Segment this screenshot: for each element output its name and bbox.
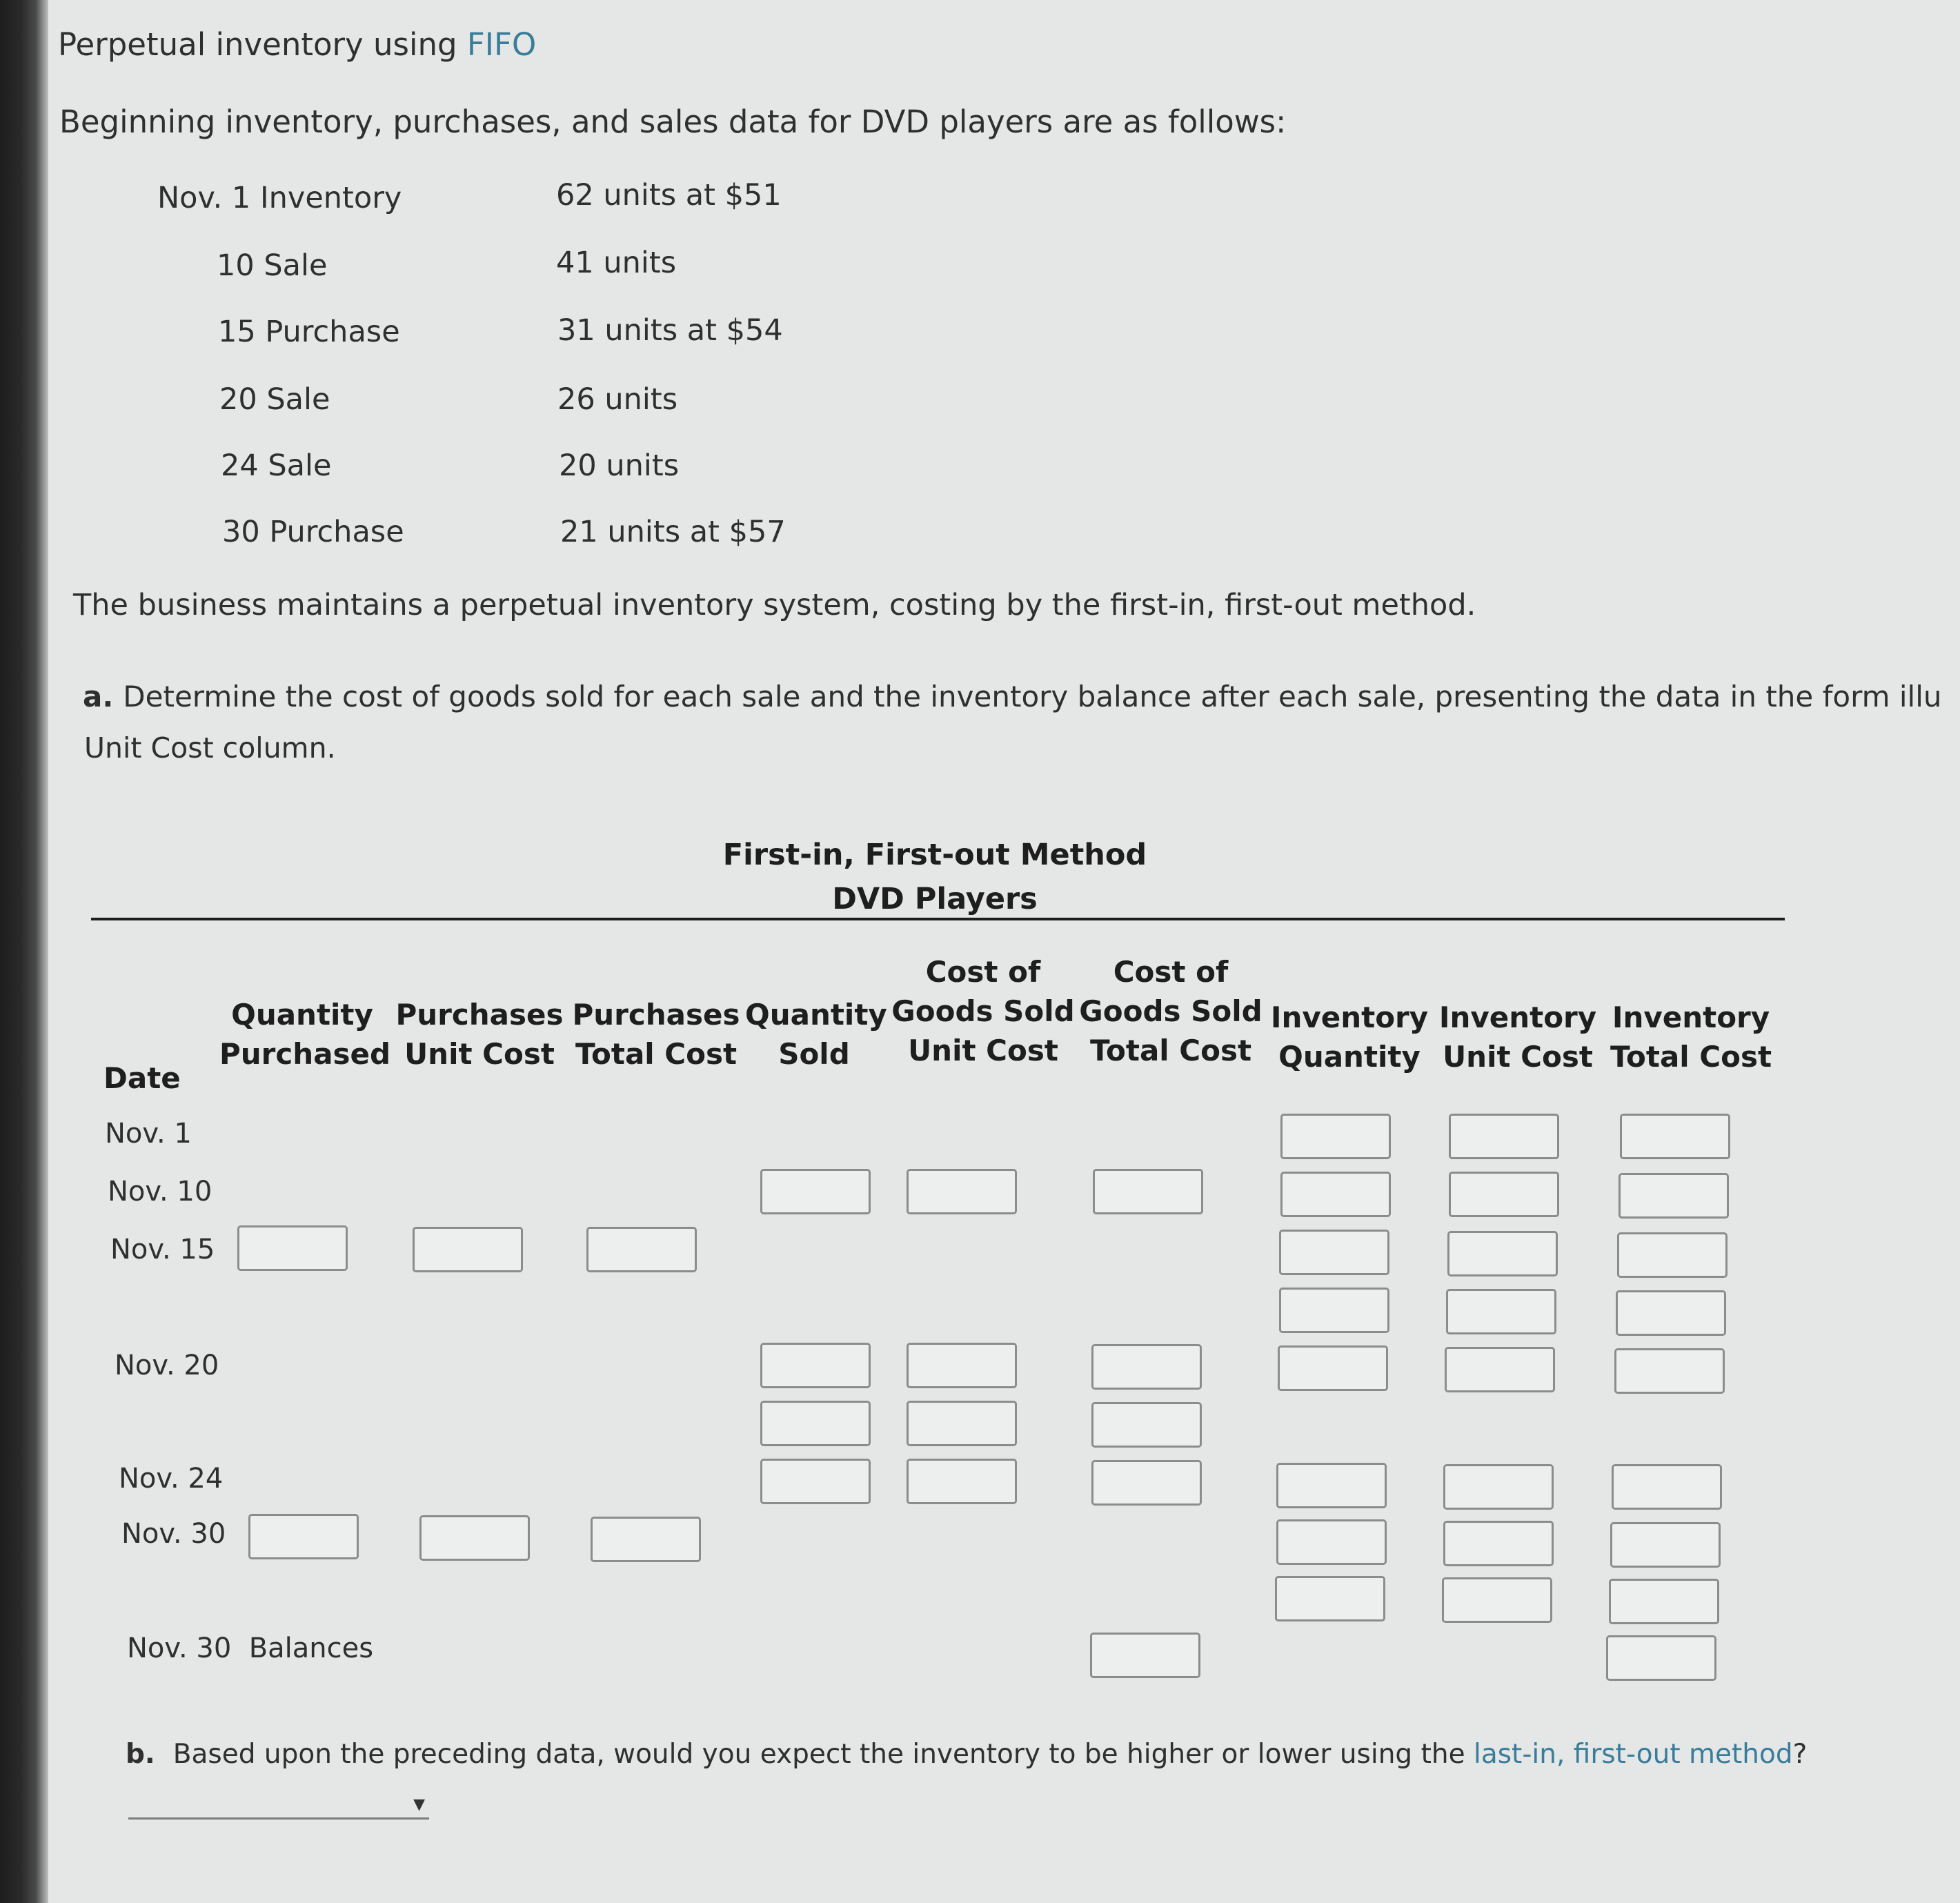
- header-cogs-unit-cost: Cost of Goods Sold Unit Cost: [891, 955, 1075, 1067]
- header-inv-unit-cost: Inventory Unit Cost: [1438, 1000, 1597, 1074]
- nov30-qty-purchased-input[interactable]: [248, 1514, 359, 1559]
- nov15-inv-total-cost-input[interactable]: [1617, 1232, 1728, 1278]
- part-a-question: a. Determine the cost of goods sold for each sale and the inventory balance after each sale, presenting the data in the form illu: [83, 680, 1942, 713]
- transaction-label: 30 Purchase: [222, 515, 404, 549]
- header-purch-unit-cost: Purchases Unit Cost: [395, 998, 564, 1071]
- row-label: Nov. 30: [121, 1518, 226, 1550]
- nov24-cogs-unit-cost-input[interactable]: [907, 1459, 1017, 1504]
- nov15-qty-purchased-input[interactable]: [237, 1225, 348, 1271]
- nov20-inv-total-cost-input[interactable]: [1614, 1348, 1725, 1394]
- nov20-qty-sold-input-2[interactable]: [760, 1401, 871, 1446]
- nov20-qty-sold-input[interactable]: [760, 1343, 871, 1388]
- transaction-label: 20 Sale: [219, 382, 330, 417]
- nov10-inv-total-cost-input[interactable]: [1619, 1173, 1729, 1219]
- transaction-value: 41 units: [556, 246, 677, 280]
- table-subtitle: DVD Players: [832, 882, 1038, 916]
- nov30-inv-total-cost-input-2[interactable]: [1609, 1579, 1719, 1624]
- nov15-inv-quantity-input-2[interactable]: [1279, 1288, 1389, 1333]
- nov10-qty-sold-input[interactable]: [760, 1169, 871, 1214]
- transaction-value: 62 units at $51: [556, 178, 782, 213]
- nov1-inv-quantity-input[interactable]: [1280, 1114, 1391, 1159]
- nov20-inv-unit-cost-input[interactable]: [1445, 1347, 1555, 1392]
- nov10-inv-unit-cost-input[interactable]: [1449, 1172, 1559, 1217]
- nov24-inv-quantity-input[interactable]: [1276, 1463, 1387, 1508]
- row-label: Nov. 20: [115, 1350, 219, 1381]
- row-label: Nov. 10: [108, 1176, 212, 1207]
- header-inv-quantity: Inventory Quantity: [1270, 1000, 1429, 1074]
- balance-cogs-total-input[interactable]: [1090, 1633, 1200, 1678]
- nov30-inv-total-cost-input[interactable]: [1610, 1522, 1721, 1568]
- nov24-qty-sold-input[interactable]: [760, 1459, 871, 1504]
- nov15-inv-quantity-input[interactable]: [1279, 1230, 1389, 1275]
- header-cogs-total-cost: Cost of Goods Sold Total Cost: [1079, 955, 1263, 1067]
- nov30-purch-unit-cost-input[interactable]: [419, 1515, 530, 1561]
- nov24-cogs-total-cost-input[interactable]: [1091, 1460, 1202, 1506]
- part-a-question-cont: Unit Cost column.: [84, 731, 336, 765]
- header-qty-sold: Quantity Sold: [745, 998, 887, 1071]
- nov20-cogs-total-cost-input[interactable]: [1091, 1344, 1202, 1390]
- row-label-balances: Nov. 30 Balances: [127, 1633, 374, 1664]
- nov1-inv-unit-cost-input[interactable]: [1449, 1114, 1559, 1159]
- higher-lower-select[interactable]: [128, 1784, 429, 1820]
- nov20-cogs-unit-cost-input-2[interactable]: [907, 1401, 1017, 1446]
- nov15-purch-unit-cost-input[interactable]: [413, 1227, 523, 1272]
- transaction-value: 20 units: [559, 448, 680, 483]
- header-qty-purchased: Quantity Purchased: [219, 998, 391, 1071]
- transaction-value: 26 units: [557, 382, 678, 417]
- row-label: Nov. 15: [110, 1234, 215, 1265]
- header-date: Date: [103, 1061, 181, 1095]
- transaction-label: 24 Sale: [221, 448, 332, 483]
- intro-text: Beginning inventory, purchases, and sales data for DVD players are as follows:: [59, 103, 1287, 140]
- transaction-label: Nov. 1 Inventory: [157, 181, 402, 215]
- balance-inv-total-input[interactable]: [1606, 1635, 1716, 1681]
- nov15-inv-unit-cost-input-2[interactable]: [1446, 1289, 1556, 1334]
- nov10-cogs-unit-cost-input[interactable]: [907, 1169, 1017, 1214]
- nov30-inv-quantity-input-2[interactable]: [1275, 1576, 1385, 1621]
- transaction-label: 15 Purchase: [218, 315, 400, 349]
- part-b-question: b. Based upon the preceding data, would you expect the inventory to be higher or lower using the last-in, first-out method?: [126, 1739, 1808, 1770]
- header-inv-total-cost: Inventory Total Cost: [1610, 1000, 1772, 1074]
- nov20-cogs-total-cost-input-2[interactable]: [1091, 1402, 1202, 1448]
- page-title: Perpetual inventory using FIFO: [58, 26, 537, 63]
- nov20-inv-quantity-input[interactable]: [1278, 1345, 1388, 1391]
- nov30-inv-unit-cost-input[interactable]: [1443, 1521, 1554, 1566]
- row-label: Nov. 24: [119, 1463, 224, 1495]
- lifo-link[interactable]: last-in, first-out method: [1473, 1739, 1793, 1770]
- screen-edge: [0, 0, 48, 1903]
- nov1-inv-total-cost-input[interactable]: [1620, 1114, 1730, 1159]
- nov15-purch-total-cost-input[interactable]: [586, 1227, 697, 1272]
- transaction-value: 31 units at $54: [557, 313, 783, 348]
- nov20-cogs-unit-cost-input[interactable]: [907, 1343, 1017, 1388]
- row-label: Nov. 1: [105, 1118, 192, 1150]
- nov10-cogs-total-cost-input[interactable]: [1093, 1169, 1203, 1214]
- table-title: First-in, First-out Method: [722, 838, 1147, 872]
- nov24-inv-total-cost-input[interactable]: [1612, 1464, 1722, 1510]
- transaction-label: 10 Sale: [217, 248, 328, 283]
- nov15-inv-unit-cost-input[interactable]: [1447, 1231, 1558, 1276]
- header-purch-total-cost: Purchases Total Cost: [572, 998, 740, 1071]
- chevron-down-icon: ▼: [413, 1796, 425, 1813]
- fifo-link[interactable]: FIFO: [466, 26, 537, 63]
- nov30-inv-quantity-input[interactable]: [1276, 1519, 1387, 1565]
- nov30-purch-total-cost-input[interactable]: [591, 1517, 701, 1562]
- transaction-value: 21 units at $57: [560, 515, 786, 549]
- nov30-inv-unit-cost-input-2[interactable]: [1442, 1577, 1552, 1623]
- table-rule: [91, 918, 1785, 920]
- system-description: The business maintains a perpetual inventory system, costing by the first-in, first-out method.: [73, 588, 1476, 622]
- nov24-inv-unit-cost-input[interactable]: [1443, 1464, 1554, 1510]
- nov10-inv-quantity-input[interactable]: [1280, 1172, 1391, 1217]
- nov15-inv-total-cost-input-2[interactable]: [1616, 1290, 1726, 1336]
